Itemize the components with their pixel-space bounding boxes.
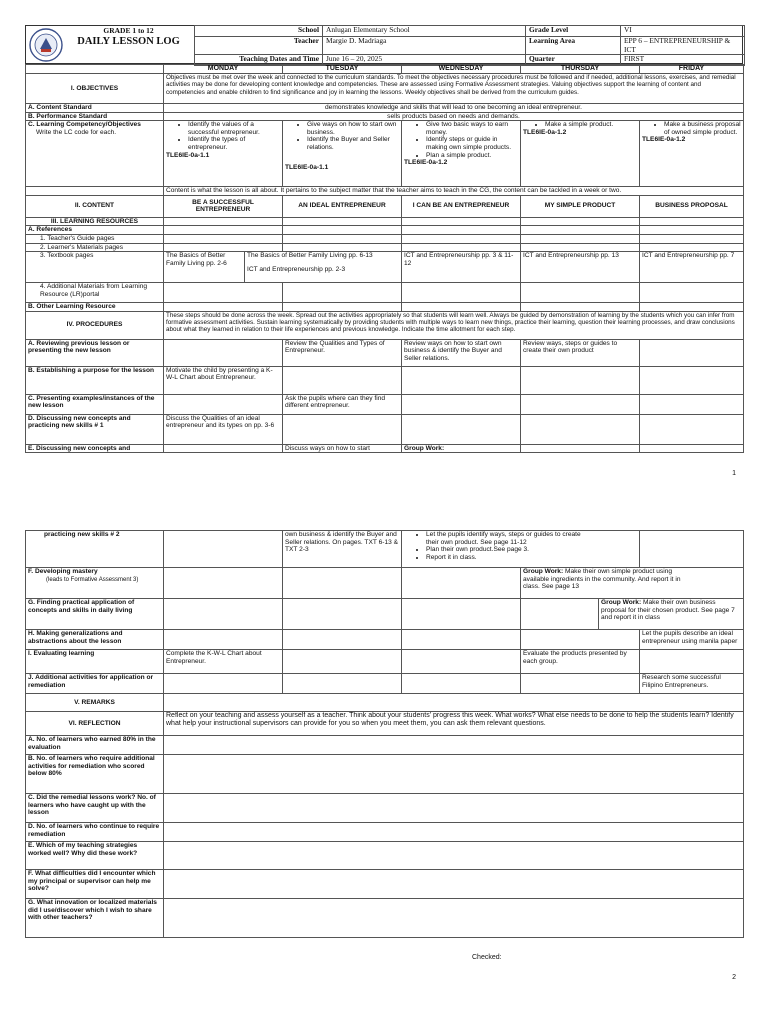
learning-area-value: EPP 6 – ENTREPRENEURSHIP & ICT bbox=[621, 37, 745, 55]
competency-wednesday bbox=[402, 121, 521, 187]
list-item: • Identify steps or guide in making own simple products. bbox=[426, 136, 518, 151]
proc-e-row-a bbox=[26, 444, 744, 453]
references-row bbox=[26, 226, 744, 235]
proc-h-row bbox=[26, 630, 744, 650]
reflection-row bbox=[26, 712, 744, 736]
list-item: • Identify the values of a successful entrepreneur. bbox=[188, 121, 280, 136]
teacher-label: Teacher bbox=[195, 37, 323, 55]
lesson-plan-table-2 bbox=[25, 530, 744, 938]
additional-label: 4. Additional Materials from Learning Resource (LR)portal bbox=[26, 283, 164, 303]
other-resource-label: B. Other Learning Resource bbox=[26, 303, 164, 312]
proc-d-row bbox=[26, 414, 744, 444]
proc-f-gw: Group Work: bbox=[523, 568, 564, 575]
performance-standard-label: B. Performance Standard bbox=[26, 112, 164, 121]
quarter-value: FIRST bbox=[621, 55, 745, 66]
textbook-friday: ICT and Entrepreneurship pp. 7 bbox=[640, 252, 744, 283]
proc-e-row-b bbox=[26, 531, 744, 568]
proc-c-row bbox=[26, 394, 744, 414]
competency-thursday bbox=[521, 121, 640, 187]
proc-j-row bbox=[26, 674, 744, 694]
proc-f-label-cell bbox=[26, 568, 164, 599]
proc-e-label-b: practicing new skills # 2 bbox=[26, 531, 164, 568]
lm-row bbox=[26, 243, 744, 252]
content-row bbox=[26, 195, 744, 217]
proc-f-text: Make their own simple product using available ingredients in the community. And report it in class. See page 13 bbox=[523, 568, 681, 591]
references-label: A. References bbox=[26, 226, 164, 235]
proc-g-text: Make their own business proposal for their chosen product. See page 7 and report it in class bbox=[601, 599, 735, 622]
proc-a-label: A. Reviewing previous lesson or presenting the new lesson bbox=[26, 339, 164, 366]
school-label: School bbox=[195, 26, 323, 37]
textbook-thursday: ICT and Entrepreneurship pp. 13 bbox=[521, 252, 640, 283]
dates-value: June 16 – 20, 2025 bbox=[323, 55, 526, 66]
proc-j-label: J. Additional activities for application or remediation bbox=[26, 674, 164, 694]
procedures-label: IV. PROCEDURES bbox=[26, 311, 164, 339]
reflection-c-label: C. Did the remedial lessons work? No. of learners who have caught up with the lesson bbox=[26, 794, 164, 823]
proc-j-friday: Research some successful Filipino Entrepreneurs. bbox=[640, 674, 744, 694]
remarks-row bbox=[26, 694, 744, 712]
content-intro-row bbox=[26, 187, 744, 196]
proc-g-gw: Group Work: bbox=[601, 599, 642, 606]
content-friday: BUSINESS PROPOSAL bbox=[640, 195, 744, 217]
proc-c-label: C. Presenting examples/instances of the new lesson bbox=[26, 394, 164, 414]
tg-row bbox=[26, 234, 744, 243]
list-item: • Let the pupils identify ways, steps or guides to create their own product. See page 11-12 bbox=[426, 531, 586, 546]
resources-label: III. LEARNING RESOURCES bbox=[26, 217, 164, 226]
objectives-row bbox=[26, 74, 744, 104]
proc-i-label: I. Evaluating learning bbox=[26, 650, 164, 674]
grade-level-value: VI bbox=[621, 26, 745, 37]
tg-label: 1. Teacher's Guide pages bbox=[26, 234, 164, 243]
textbook-mon-tue bbox=[164, 252, 402, 283]
list-item: • Make a simple product. bbox=[545, 121, 637, 129]
competency-tuesday bbox=[283, 121, 402, 187]
textbook-monday: The Basics of Better Family Living pp. 2-6 bbox=[164, 252, 245, 282]
competency-sublabel: Write the LC code for each. bbox=[36, 128, 117, 136]
quarter-label: Quarter bbox=[526, 55, 621, 66]
doc-title bbox=[66, 27, 191, 48]
reflection-a-label: A. No. of learners who earned 80% in the evaluation bbox=[26, 736, 164, 755]
reflection-f-label: F. What difficulties did I encounter which my principal or supervisor can help me solve? bbox=[26, 870, 164, 899]
reflection-e-row bbox=[26, 842, 744, 870]
content-monday: BE A SUCCESSFUL ENTREPRENEUR bbox=[164, 195, 283, 217]
additional-row bbox=[26, 283, 744, 303]
learning-area-label: Learning Area bbox=[526, 37, 621, 55]
objectives-text: Objectives must be met over the week and connected to the curriculum standards. To meet the objectives necessary procedures must be followed and if needed, additional lessons, exercises, and remedial activities may be done for developing content knowledge and competencies. These are assessed using Formative Assessment strategies. Valuing objectives support the learning of content and competencies and enable children to find significance and joy in learning the lessons. Weekly objectives shall be derived from the curriculum guides. bbox=[164, 74, 744, 104]
reflection-a-row bbox=[26, 736, 744, 755]
proc-a-wednesday: Review ways on how to start own business & identify the Buyer and Seller relations. bbox=[402, 339, 521, 366]
reflection-label: VI. REFLECTION bbox=[26, 712, 164, 736]
lesson-plan-table-1 bbox=[25, 64, 744, 453]
lm-label: 2. Learner's Materials pages bbox=[26, 243, 164, 252]
textbook-tuesday bbox=[245, 252, 401, 282]
proc-h-label: H. Making generalizations and abstractions about the lesson bbox=[26, 630, 164, 650]
competency-row bbox=[26, 121, 744, 187]
proc-h-friday: Let the pupils describe an ideal entrepreneur using manila paper bbox=[640, 630, 744, 650]
day-monday: MONDAY bbox=[164, 65, 283, 74]
deped-seal-icon bbox=[29, 28, 63, 62]
competency-label: C. Learning Competency/Objectives bbox=[28, 121, 141, 129]
day-thursday: THURSDAY bbox=[521, 65, 640, 74]
competency-label-cell bbox=[26, 121, 164, 187]
reflection-d-label: D. No. of learners who continue to require remediation bbox=[26, 823, 164, 842]
resources-row bbox=[26, 217, 744, 226]
proc-g-row bbox=[26, 599, 744, 630]
list-item: • Report it in class. bbox=[426, 554, 586, 562]
info-table bbox=[194, 25, 745, 66]
proc-d-monday: Discuss the Qualities of an ideal entrepreneur and its types on pp. 3-6 bbox=[164, 414, 283, 444]
other-resource-row bbox=[26, 303, 744, 312]
content-tuesday: AN IDEAL ENTREPRENEUR bbox=[283, 195, 402, 217]
grade-level-label: Grade Level bbox=[526, 26, 621, 37]
reflection-g-row bbox=[26, 899, 744, 938]
school-value: Anlugan Elementary School bbox=[323, 26, 526, 37]
page-number-2: 2 bbox=[732, 974, 736, 981]
dates-label: Teaching Dates and Time bbox=[195, 55, 323, 66]
remarks-label: V. REMARKS bbox=[26, 694, 164, 712]
textbook-row bbox=[26, 252, 744, 283]
proc-i-thursday: Evaluate the products presented by each group. bbox=[521, 650, 640, 674]
list-item: • Identify the Buyer and Seller relations. bbox=[307, 136, 399, 151]
proc-f-thursday bbox=[521, 568, 744, 599]
daily-lesson-log-title: DAILY LESSON LOG bbox=[77, 35, 180, 47]
list-item: • Give ways on how to start own business. bbox=[307, 121, 399, 136]
textbook-label: 3. Textbook pages bbox=[26, 252, 164, 283]
textbook-wednesday: ICT and Entrepreneurship pp. 3 & 11-12 bbox=[402, 252, 521, 283]
reflection-d-row bbox=[26, 823, 744, 842]
proc-g-cell bbox=[521, 599, 744, 630]
list-item: • Give two basic ways to earn money. bbox=[426, 121, 518, 136]
content-wednesday: I CAN BE AN ENTREPRENEUR bbox=[402, 195, 521, 217]
proc-e-label-a: E. Discussing new concepts and bbox=[26, 444, 164, 453]
performance-standard-row bbox=[26, 112, 744, 121]
competency-friday bbox=[640, 121, 744, 187]
day-tuesday: TUESDAY bbox=[283, 65, 402, 74]
proc-e-wednesday-list bbox=[402, 531, 640, 568]
day-header-row bbox=[26, 65, 744, 74]
reflection-b-row bbox=[26, 755, 744, 794]
lc-code: TLE6IE-0a-1.2 bbox=[523, 128, 567, 136]
header bbox=[25, 25, 743, 64]
lc-code: TLE6IE-0a-1.1 bbox=[166, 151, 210, 159]
content-intro: Content is what the lesson is all about. It pertains to the subject matter that the teacher aims to teach in the CG, the content can be tackled in a week or two. bbox=[164, 187, 744, 196]
proc-e-tuesday-b: own business & identify the Buyer and Seller relations. On pages. TXT 6-13 & TXT 2-3 bbox=[283, 531, 402, 568]
proc-i-row bbox=[26, 650, 744, 674]
page-number-1: 1 bbox=[732, 470, 736, 477]
content-standard-label: A. Content Standard bbox=[26, 104, 164, 113]
proc-f-label: F. Developing mastery bbox=[28, 568, 98, 575]
proc-i-monday: Complete the K-W-L Chart about Entrepreneur. bbox=[164, 650, 283, 674]
textbook-tuesday-a: The Basics of Better Family Living pp. 6-13 bbox=[247, 252, 373, 260]
checked-label: Checked: bbox=[472, 954, 502, 961]
proc-a-row bbox=[26, 339, 744, 366]
list-item: • Make a business proposal of owned simple product. bbox=[664, 121, 741, 136]
objectives-label: I. OBJECTIVES bbox=[26, 74, 164, 104]
procedures-row bbox=[26, 311, 744, 339]
teacher-value: Margie D. Madriaga bbox=[323, 37, 526, 55]
day-friday: FRIDAY bbox=[640, 65, 744, 74]
proc-d-label: D. Discussing new concepts and practicing new skills # 1 bbox=[26, 414, 164, 444]
reflection-text: Reflect on your teaching and assess yourself as a teacher. Think about your students' progress this week. What works? What else needs to be done to help the students learn? Identify what help your instructional supervisors can provide for you so when you meet them, you can ask them relevant questions. bbox=[164, 712, 744, 736]
proc-b-row bbox=[26, 366, 744, 394]
reflection-c-row bbox=[26, 794, 744, 823]
proc-e-wednesday-a: Group Work: bbox=[402, 444, 521, 453]
list-item: • Identify the types of entrepreneur. bbox=[188, 136, 280, 151]
proc-b-label: B. Establishing a purpose for the lesson bbox=[26, 366, 164, 394]
day-wednesday: WEDNESDAY bbox=[402, 65, 521, 74]
page-2 bbox=[0, 520, 768, 1024]
content-standard-text: demonstrates knowledge and skills that will lead to one becoming an ideal entrepreneur. bbox=[164, 104, 744, 113]
reflection-b-label: B. No. of learners who require additional activities for remediation who scored below 80% bbox=[26, 755, 164, 794]
reflection-g-label: G. What innovation or localized materials did I use/discover which I wish to share with other teachers? bbox=[26, 899, 164, 938]
list-item: • Plan their own product.See page 3. bbox=[426, 546, 586, 554]
reflection-f-row bbox=[26, 870, 744, 899]
lc-code: TLE6IE-0a-1.2 bbox=[404, 159, 448, 167]
reflection-e-label: E. Which of my teaching strategies worked well? Why did these work? bbox=[26, 842, 164, 870]
content-label: II. CONTENT bbox=[26, 195, 164, 217]
competency-monday bbox=[164, 121, 283, 187]
content-thursday: MY SIMPLE PRODUCT bbox=[521, 195, 640, 217]
performance-standard-text: sells products based on needs and demands. bbox=[164, 112, 744, 121]
lc-code: TLE6IE-0a-1.2 bbox=[642, 136, 686, 144]
lc-code: TLE6IE-0a-1.1 bbox=[285, 163, 329, 171]
proc-a-tuesday: Review the Qualities and Types of Entrepreneur. bbox=[283, 339, 402, 366]
procedures-intro: These steps should be done across the week. Spread out the activities appropriately so that students will learn well. Always be guided by demonstration of learning by the students which you can infer from formative assessment activities. Sustain learning systematically by providing students with multiple ways to learn new things, practice their learning, question their learning processes, and draw conclusions about what they learned in relation to their life experiences and previous knowledge. Indicate the time allotment for each step. bbox=[164, 311, 744, 339]
proc-f-row bbox=[26, 568, 744, 599]
proc-c-tuesday: Ask the pupils where can they find different entrepreneur. bbox=[283, 394, 402, 414]
page-1 bbox=[0, 0, 768, 500]
proc-f-sub: (leads to Formative Assessment 3) bbox=[46, 576, 139, 583]
proc-e-tuesday-a: Discuss ways on how to start bbox=[283, 444, 402, 453]
textbook-tuesday-b: ICT and Entrepreneurship pp. 2-3 bbox=[247, 265, 346, 273]
proc-b-monday: Motivate the child by presenting a K-W-L Chart about Entrepreneur. bbox=[164, 366, 283, 394]
proc-a-thursday: Review ways, steps or guides to create their own product bbox=[521, 339, 640, 366]
content-standard-row bbox=[26, 104, 744, 113]
list-item: • Plan a simple product. bbox=[426, 152, 518, 160]
grade-range: GRADE 1 to 12 bbox=[103, 26, 154, 35]
proc-g-label: G. Finding practical application of concepts and skills in daily living bbox=[26, 599, 164, 630]
